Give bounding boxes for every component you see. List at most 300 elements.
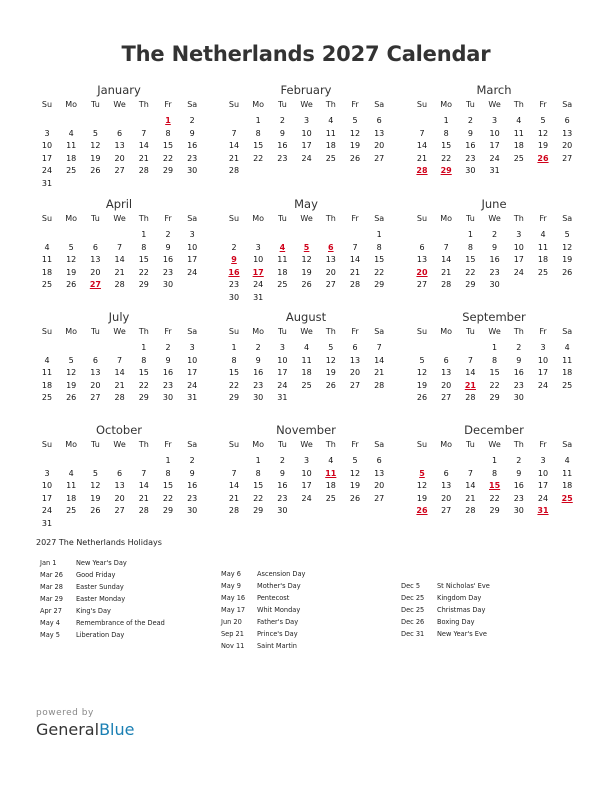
holiday-name: Prince's Day <box>257 630 298 638</box>
calendar-day: 23 <box>513 380 524 390</box>
calendar-day: 7 <box>467 355 473 365</box>
calendar-day: 17 <box>277 368 288 377</box>
calendar-day: 17 <box>537 368 549 377</box>
calendar-day: 13 <box>114 141 125 150</box>
calendar-day: 26 <box>66 393 77 402</box>
calendar-day: 14 <box>138 141 149 150</box>
calendar-day: 22 <box>489 493 500 503</box>
weekday-header: We <box>113 440 126 449</box>
calendar-day: 12 <box>416 368 428 377</box>
calendar-day: 30 <box>253 393 264 402</box>
holiday-date: Jun 20 <box>221 618 242 626</box>
calendar-day: 15 <box>374 255 385 264</box>
calendar-day: 14 <box>441 255 452 264</box>
weekday-header: Th <box>325 440 336 449</box>
calendar-day: 21 <box>138 153 149 163</box>
calendar-day: 10 <box>301 468 312 478</box>
calendar-day: 22 <box>253 493 264 503</box>
calendar-day: 15 <box>138 368 149 377</box>
calendar-day: 7 <box>352 242 358 252</box>
calendar-day: 6 <box>92 242 98 252</box>
holiday-name: Remembrance of the Dead <box>76 619 165 627</box>
calendar-day: 11 <box>537 242 549 252</box>
calendar-day: 10 <box>41 481 53 490</box>
month-name: February <box>280 83 332 97</box>
holiday-date: Dec 25 <box>401 594 425 602</box>
holiday-date: May 9 <box>221 582 241 590</box>
calendar-day: 22 <box>228 380 240 390</box>
page-title: The Netherlands 2027 Calendar <box>121 42 491 66</box>
calendar-day: 25 <box>66 506 77 515</box>
calendar-day: 11 <box>66 481 77 490</box>
calendar-day: 6 <box>443 355 449 365</box>
calendar-day: 25 <box>41 280 53 289</box>
calendar-day: 16 <box>465 141 476 150</box>
weekday-header: Su <box>41 327 53 336</box>
holiday-name: Father's Day <box>257 618 299 626</box>
calendar-day: 21 <box>114 267 125 277</box>
month-name: January <box>97 83 141 97</box>
calendar-day: 12 <box>301 255 312 264</box>
calendar-day: 1 <box>255 116 261 125</box>
calendar-day: 20 <box>374 141 385 150</box>
weekday-header: Tu <box>91 327 100 336</box>
weekday-header: Sa <box>562 100 573 109</box>
calendar-day: 21 <box>374 368 385 377</box>
weekday-header: Fr <box>539 100 547 109</box>
calendar-day: 9 <box>516 355 522 365</box>
calendar-day: 20 <box>90 380 101 390</box>
calendar-day: 16 <box>513 481 524 490</box>
holiday-name: Mother's Day <box>257 582 301 590</box>
calendar-day: 1 <box>492 456 498 465</box>
holiday-date: May 6 <box>221 570 241 578</box>
calendar-day: 6 <box>376 456 382 465</box>
holiday-date: Jan 1 <box>40 559 57 567</box>
calendar-day: 9 <box>255 355 261 365</box>
calendar-day: 29 <box>489 506 500 515</box>
calendar-day: 1 <box>467 230 473 239</box>
calendar-day: 12 <box>325 355 336 365</box>
calendar-day: 27 <box>325 280 336 289</box>
weekday-header: Sa <box>562 327 573 336</box>
calendar-day: 23 <box>513 493 524 503</box>
calendar-day: 2 <box>189 456 195 465</box>
calendar-day: 30 <box>277 506 288 515</box>
holiday-day: 26 <box>416 506 428 515</box>
calendar-day: 8 <box>165 128 171 138</box>
calendar-day: 9 <box>279 468 285 478</box>
weekday-header: Fr <box>539 214 547 223</box>
calendar-day: 4 <box>328 456 334 465</box>
calendar-day: 25 <box>513 153 524 163</box>
calendar-day: 11 <box>301 355 312 365</box>
calendar-day: 2 <box>165 343 171 352</box>
calendar-day: 15 <box>228 368 240 377</box>
calendar-day: 13 <box>441 368 452 377</box>
weekday-header: Fr <box>164 100 172 109</box>
calendar-day: 23 <box>187 153 198 163</box>
month-name: December <box>464 423 524 437</box>
calendar-day: 22 <box>253 153 264 163</box>
calendar-day: 23 <box>277 493 288 503</box>
weekday-header: Fr <box>351 440 359 449</box>
calendar-day: 19 <box>66 380 77 390</box>
calendar-day: 8 <box>141 355 147 365</box>
calendar-day: 4 <box>44 355 50 365</box>
calendar-day: 16 <box>277 481 288 490</box>
calendar-day: 10 <box>537 355 549 365</box>
weekday-header: Su <box>416 440 428 449</box>
powered-by-label: powered by <box>36 708 94 718</box>
calendar-day: 27 <box>114 166 125 175</box>
holiday-day: 4 <box>279 242 286 252</box>
calendar-day: 1 <box>255 456 261 465</box>
calendar-day: 13 <box>325 255 336 264</box>
calendar-day: 16 <box>162 255 174 264</box>
weekday-header: Fr <box>539 327 547 336</box>
calendar-day: 24 <box>537 493 549 503</box>
weekday-header: Sa <box>187 100 198 109</box>
calendar-day: 29 <box>465 280 476 289</box>
calendar-day: 24 <box>513 267 524 277</box>
calendar-day: 20 <box>349 368 361 377</box>
calendar-day: 15 <box>441 141 452 150</box>
holiday-name: Christmas Day <box>437 606 486 614</box>
month-name: April <box>105 197 133 211</box>
calendar-day: 19 <box>349 481 361 490</box>
weekday-header: Sa <box>562 214 573 223</box>
weekday-header: We <box>300 214 313 223</box>
holiday-day: 17 <box>252 267 264 277</box>
calendar-day: 23 <box>228 280 240 289</box>
calendar-day: 7 <box>443 242 449 252</box>
calendar-day: 14 <box>349 255 361 264</box>
calendar-day: 28 <box>228 166 240 175</box>
calendar-day: 8 <box>255 468 261 478</box>
calendar-day: 11 <box>562 355 573 365</box>
calendar-day: 18 <box>325 481 336 490</box>
calendar-day: 4 <box>540 230 546 239</box>
calendar-day: 15 <box>465 255 476 264</box>
calendar-day: 23 <box>162 267 174 277</box>
calendar-day: 23 <box>187 493 198 503</box>
calendar-day: 28 <box>138 166 149 175</box>
holiday-name: St Nicholas' Eve <box>437 582 490 590</box>
calendar-day: 3 <box>540 456 546 465</box>
weekday-header: Mo <box>252 327 265 336</box>
calendar-day: 15 <box>489 368 500 377</box>
calendar-day: 12 <box>66 368 77 377</box>
calendar-day: 4 <box>564 456 570 465</box>
calendar-day: 8 <box>492 468 498 478</box>
calendar-day: 4 <box>516 116 522 125</box>
calendar-day: 25 <box>301 380 312 390</box>
calendar-day: 26 <box>90 166 101 175</box>
weekday-header: Mo <box>440 214 453 223</box>
weekday-header: Mo <box>65 214 78 223</box>
calendar-day: 22 <box>374 267 385 277</box>
weekday-header: Mo <box>65 327 78 336</box>
calendar-day: 28 <box>114 280 125 289</box>
weekday-header: Fr <box>539 440 547 449</box>
weekday-header: Th <box>325 327 336 336</box>
calendar-day: 26 <box>349 493 361 503</box>
calendar-day: 22 <box>465 267 476 277</box>
calendar-day: 17 <box>187 255 198 264</box>
weekday-header: Th <box>325 214 336 223</box>
calendar-day: 12 <box>90 481 101 490</box>
holiday-name: King's Day <box>76 607 111 615</box>
calendar-day: 2 <box>467 116 473 125</box>
calendar-day: 1 <box>141 343 147 352</box>
calendar-day: 5 <box>92 128 98 138</box>
calendar-day: 23 <box>253 380 264 390</box>
calendar-day: 13 <box>374 468 385 478</box>
calendar-day: 4 <box>328 116 334 125</box>
holiday-date: Dec 31 <box>401 630 425 638</box>
calendar-day: 8 <box>255 128 261 138</box>
calendar-day: 6 <box>376 116 382 125</box>
weekday-header: Mo <box>440 327 453 336</box>
calendar-day: 8 <box>141 242 147 252</box>
brand-blue: Blue <box>99 720 135 739</box>
calendar-day: 21 <box>138 493 149 503</box>
calendar-day: 6 <box>352 343 358 352</box>
holiday-name: Easter Monday <box>76 595 126 603</box>
holiday-name: Good Friday <box>76 571 116 579</box>
calendar-day: 5 <box>328 343 334 352</box>
calendar-day: 2 <box>279 116 285 125</box>
calendar-day: 15 <box>162 141 174 150</box>
weekday-header: Tu <box>278 440 287 449</box>
weekday-header: Mo <box>252 214 265 223</box>
calendar-day: 16 <box>187 141 198 150</box>
calendar-day: 30 <box>465 166 476 175</box>
holiday-date: Mar 28 <box>40 583 63 591</box>
weekday-header: Mo <box>65 100 78 109</box>
calendar-day: 17 <box>537 481 549 490</box>
calendar-day: 13 <box>374 128 385 138</box>
calendar-day: 7 <box>467 468 473 478</box>
weekday-header: Su <box>416 214 428 223</box>
calendar-day: 19 <box>416 493 428 503</box>
calendar-day: 24 <box>41 506 53 515</box>
calendar-day: 17 <box>513 255 524 264</box>
calendar-day: 6 <box>564 116 570 125</box>
calendar-day: 9 <box>189 468 195 478</box>
calendar-day: 28 <box>465 393 476 402</box>
weekday-header: Mo <box>252 440 265 449</box>
holiday-date: May 4 <box>40 619 60 627</box>
calendar-day: 1 <box>443 116 449 125</box>
calendar-day: 27 <box>416 280 428 289</box>
calendar-day: 29 <box>228 393 240 402</box>
calendar-day: 13 <box>562 128 573 138</box>
calendar-day: 4 <box>304 343 310 352</box>
weekday-header: Sa <box>374 214 385 223</box>
calendar-day: 19 <box>90 153 101 163</box>
calendar-day: 19 <box>325 368 336 377</box>
calendar-day: 12 <box>416 481 428 490</box>
calendar-day: 16 <box>489 255 500 264</box>
calendar-day: 7 <box>141 468 147 478</box>
calendar-day: 10 <box>187 242 198 252</box>
calendar-day: 2 <box>492 230 498 239</box>
calendar-day: 26 <box>301 280 312 289</box>
holiday-date: Dec 26 <box>401 618 425 626</box>
holiday-day: 29 <box>440 166 452 175</box>
month-name: May <box>294 197 318 211</box>
calendar-day: 11 <box>66 141 77 150</box>
calendar-day: 16 <box>253 368 264 377</box>
calendar-day: 16 <box>277 141 288 150</box>
month-name: October <box>95 423 143 437</box>
calendar-day: 14 <box>114 255 125 264</box>
calendar-day: 2 <box>231 242 237 252</box>
calendar-day: 27 <box>349 380 361 390</box>
holiday-day: 6 <box>328 242 334 252</box>
calendar-day: 26 <box>325 380 336 390</box>
weekday-header: We <box>113 100 126 109</box>
calendar-day: 2 <box>189 116 195 125</box>
calendar-day: 10 <box>301 128 312 138</box>
calendar-day: 13 <box>441 481 452 490</box>
calendar-day: 6 <box>117 468 123 478</box>
weekday-header: Su <box>416 100 428 109</box>
calendar-day: 29 <box>138 393 149 402</box>
calendar-day: 9 <box>189 128 195 138</box>
calendar-day: 1 <box>141 230 147 239</box>
weekday-header: Sa <box>562 440 573 449</box>
calendar-day: 14 <box>228 481 240 490</box>
weekday-header: Tu <box>91 100 100 109</box>
calendar-day: 28 <box>374 380 385 390</box>
calendar-day: 6 <box>92 355 98 365</box>
calendar-day: 23 <box>489 267 500 277</box>
calendar-day: 20 <box>562 141 573 150</box>
calendar-day: 12 <box>537 128 549 138</box>
calendar-day: 8 <box>165 468 171 478</box>
calendar-day: 26 <box>90 506 101 515</box>
calendar-day: 24 <box>301 153 312 163</box>
calendar-day: 5 <box>92 468 98 478</box>
calendar-day: 10 <box>187 355 198 365</box>
holiday-name: Pentecost <box>257 594 290 602</box>
calendar-day: 11 <box>41 255 53 264</box>
calendar-day: 3 <box>492 116 498 125</box>
calendar-day: 17 <box>489 141 500 150</box>
calendar-day: 14 <box>416 141 428 150</box>
calendar-day: 23 <box>465 153 476 163</box>
holiday-name: Saint Martin <box>257 642 297 650</box>
calendar-day: 2 <box>516 456 522 465</box>
calendar-day: 18 <box>301 368 312 377</box>
calendar-day: 31 <box>187 393 198 402</box>
calendar-day: 11 <box>325 128 336 138</box>
calendar-day: 22 <box>162 153 174 163</box>
calendar-day: 21 <box>114 380 125 390</box>
weekday-header: Tu <box>466 214 475 223</box>
calendar-day: 17 <box>301 481 312 490</box>
weekday-header: We <box>300 440 313 449</box>
holiday-day: 9 <box>231 255 237 264</box>
calendar-day: 29 <box>489 393 500 402</box>
calendar-day: 25 <box>562 380 573 390</box>
calendar-day: 18 <box>537 255 549 264</box>
calendar-day: 16 <box>162 368 174 377</box>
calendar-day: 13 <box>349 355 361 365</box>
calendar-day: 7 <box>117 355 123 365</box>
calendar-day: 10 <box>537 468 549 478</box>
calendar-day: 21 <box>228 493 240 503</box>
calendar-day: 23 <box>277 153 288 163</box>
calendar-day: 3 <box>304 116 310 125</box>
calendar-day: 22 <box>138 380 149 390</box>
weekday-header: We <box>488 440 501 449</box>
weekday-header: Fr <box>351 100 359 109</box>
holiday-date: Dec 5 <box>401 582 421 590</box>
calendar-day: 24 <box>489 153 500 163</box>
calendar-day: 19 <box>537 141 549 150</box>
calendar-day: 20 <box>441 380 452 390</box>
calendar-day: 10 <box>253 255 264 264</box>
calendar-day: 19 <box>349 141 361 150</box>
calendar-day: 4 <box>44 242 50 252</box>
holiday-day: 21 <box>464 380 476 390</box>
holiday-name: Boxing Day <box>437 618 475 626</box>
holiday-day: 26 <box>537 153 549 163</box>
weekday-header: Su <box>228 214 240 223</box>
calendar-day: 27 <box>441 393 452 402</box>
calendar-day: 15 <box>138 255 149 264</box>
calendar-day: 5 <box>352 116 358 125</box>
month-name: July <box>108 310 130 324</box>
month-name: November <box>276 423 336 437</box>
holiday-name: New Year's Eve <box>437 630 487 638</box>
calendar-day: 7 <box>231 128 237 138</box>
weekday-header: Fr <box>351 327 359 336</box>
calendar-day: 17 <box>41 493 53 503</box>
holiday-day: 11 <box>325 468 337 478</box>
calendar-day: 4 <box>68 468 74 478</box>
calendar-day: 21 <box>465 493 476 503</box>
calendar-day: 30 <box>187 166 198 175</box>
calendar-day: 11 <box>562 468 573 478</box>
weekday-header: Th <box>138 440 149 449</box>
calendar-day: 26 <box>349 153 361 163</box>
calendar-day: 18 <box>66 153 77 163</box>
calendar-day: 31 <box>277 393 288 402</box>
calendar-day: 3 <box>255 242 261 252</box>
calendar-day: 24 <box>187 380 198 390</box>
holiday-date: May 17 <box>221 606 246 614</box>
calendar-day: 10 <box>513 242 524 252</box>
weekday-header: Mo <box>65 440 78 449</box>
calendar-day: 13 <box>114 481 125 490</box>
calendar-day: 25 <box>277 280 288 289</box>
calendar-day: 19 <box>416 380 428 390</box>
calendar-day: 12 <box>90 141 101 150</box>
calendar-day: 31 <box>253 292 264 302</box>
calendar-day: 2 <box>279 456 285 465</box>
calendar-day: 18 <box>277 267 288 277</box>
calendar-day: 9 <box>165 355 171 365</box>
weekday-header: Th <box>513 100 524 109</box>
weekday-header: Su <box>228 100 240 109</box>
weekday-header: Th <box>325 100 336 109</box>
weekday-header: Su <box>41 214 53 223</box>
